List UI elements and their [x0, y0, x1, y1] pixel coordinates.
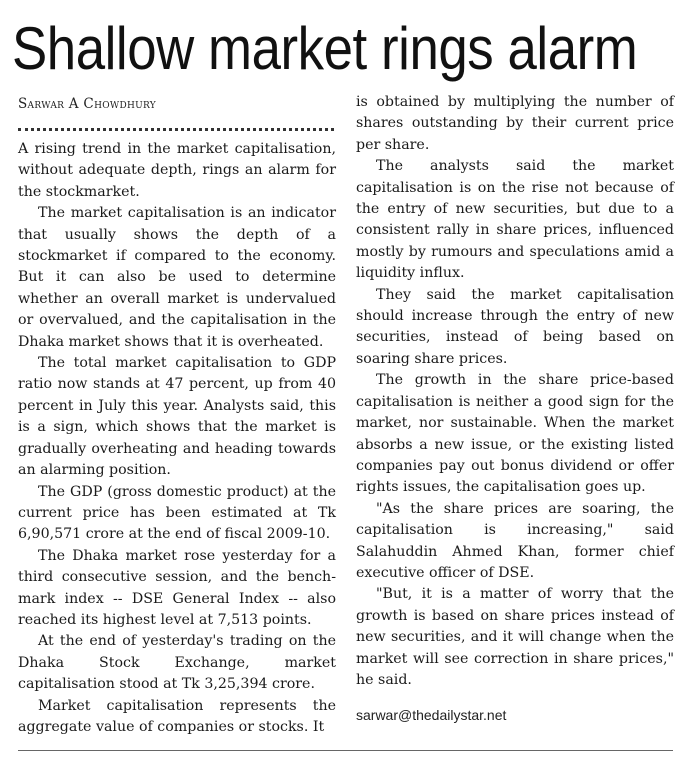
paragraph: The analysts said the market capitalisation is on the rise not because of the entry of new securities, but due to a consistent rally in share prices, influenced mostly by rumours and speculations amid a liquidity influx.	[356, 158, 674, 282]
article-column-right	[356, 92, 674, 727]
article-column-left	[18, 92, 336, 738]
paragraph: At the end of yesterday's trading on the Dhaka Stock Exchange, market capitalisation stood at Tk 3,25,394 crore.	[18, 633, 336, 693]
paragraph: The market capitalisation is an indicator that usually shows the depth of a stockmarket if compared to the economy. But it can also be used to determine whether an overall market is undervalued or overvalued, and the capitalisation in the Dhaka market shows that it is overheated.	[18, 205, 336, 350]
paragraph: "But, it is a matter of worry that the growth is based on share prices instead of new securities, and it will change when the market will see correction in share prices," he said.	[356, 586, 674, 688]
paragraph: The Dhaka market rose yesterday for a third consecutive session, and the benchmark index -- DSE General Index -- also reached its highest level at 7,513 points.	[18, 547, 336, 628]
paragraph: They said the market capitalisation should increase through the entry of new securities, instead of being based on soaring share prices.	[356, 286, 674, 367]
paragraph: The total market capitalisation to GDP ratio now stands at 47 percent, up from 40 percent in July this year. Analysts said, this is a sign, which shows that the market is gradually overheating and heading towards an alarming position.	[18, 355, 336, 479]
author-email: sarwar@thedailystar.net	[356, 707, 507, 724]
paragraph: The growth in the share price-based capitalisation is neither a good sign for the market, nor sustainable. When the market absorbs a new issue, or the existing listed companies pay out bonus dividend or offer rights issues, the capitalisation goes up.	[356, 372, 674, 496]
dotted-divider	[18, 128, 334, 131]
bottom-rule	[18, 750, 673, 751]
paragraph: Market capitalisation represents the aggregate value of companies or stocks. It	[18, 697, 336, 735]
headline: Shallow market rings alarm	[12, 15, 638, 82]
paragraph: The GDP (gross domestic product) at the current price has been estimated at Tk 6,90,571 crore at the end of fiscal 2009-10.	[18, 483, 336, 543]
paragraph-continued: is obtained by multiplying the number of shares outstanding by their current price per share.	[356, 94, 674, 153]
paragraph: A rising trend in the market capitalisation, without adequate depth, rings an alarm for the stockmarket.	[18, 141, 336, 200]
paragraph: "As the share prices are soaring, the capitalisation is increasing," said Salahuddin Ahmed Khan, former chief executive officer of DSE.	[356, 500, 674, 581]
byline: Sarwar A Chowdhury	[18, 96, 157, 112]
